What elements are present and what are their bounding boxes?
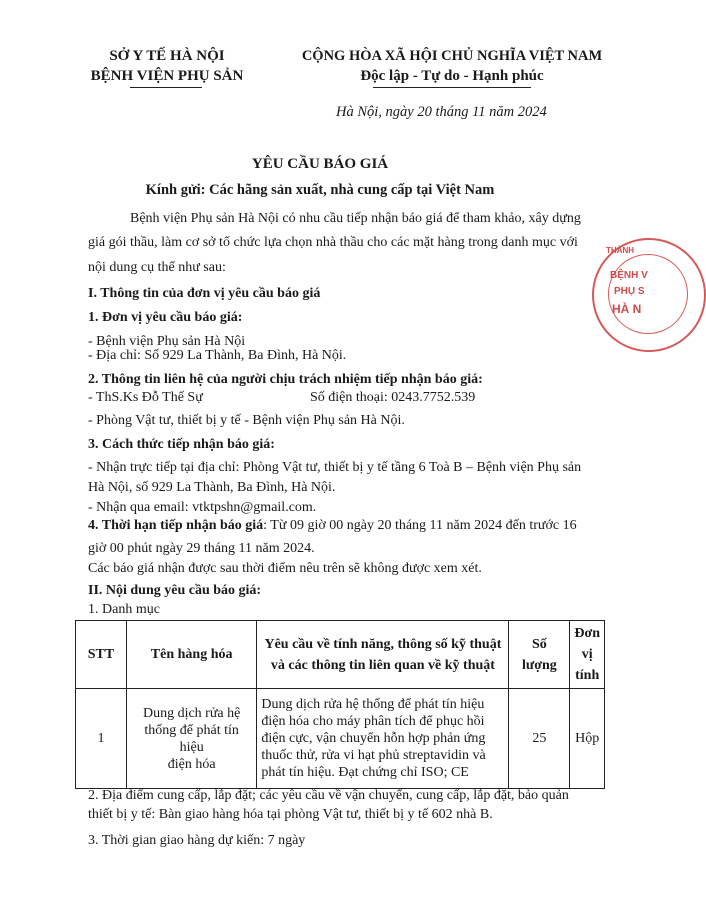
col-name: Tên hàng hóa (126, 621, 257, 689)
cell-unit: Hộp (570, 689, 605, 789)
sub3-heading: 3. Cách thức tiếp nhận báo giá: (88, 437, 275, 452)
cell-name (126, 689, 257, 789)
seal-text-top: THÀNH (606, 246, 634, 255)
cell-name-line: thống để phát tín hiệu (144, 722, 239, 755)
section2-heading: II. Nội dung yêu cầu báo giá: (88, 583, 262, 598)
sub3-line-3: - Nhận qua email: vtktpshn@gmail.com. (88, 500, 317, 515)
col-unit (570, 621, 605, 689)
cell-stt: 1 (76, 689, 127, 789)
sub3-line-1: - Nhận trực tiếp tại địa chỉ: Phòng Vật tư, thiết bị y tế tầng 6 Toà B – Bệnh viện Phụ sản (88, 460, 582, 475)
sub1-line-2: - Địa chỉ: Số 929 La Thành, Ba Đình, Hà Nội. (88, 348, 347, 363)
sub4-line-1 (88, 517, 577, 535)
col-qty (509, 621, 570, 689)
intro-line-2: giá gói thầu, làm cơ sở tổ chức lựa chọn nhà thầu cho các mặt hàng trong danh mục với (88, 235, 578, 250)
cell-spec-line: điện hóa cho máy phân tích để phục hồi (261, 714, 485, 729)
cell-spec-line: điện cực, vận chuyển hỗn hợp phản ứng (261, 731, 486, 746)
item2-line-2: thiết bị y tế: Bàn giao hàng hóa tại phòng Vật tư, thiết bị y tế 602 nhà B. (88, 807, 493, 822)
item2-line-1: 2. Địa điểm cung cấp, lắp đặt; các yêu cầu về vận chuyển, cung cấp, lắp đặt, bảo quản (88, 788, 569, 803)
col-unit-line-2: tính (575, 668, 600, 683)
date-line: Hà Nội, ngày 20 tháng 11 năm 2024 (336, 104, 547, 120)
seal-text-line2: PHỤ S (614, 286, 645, 297)
doc-title: YÊU CẦU BÁO GIÁ (251, 156, 389, 172)
intro-line-3: nội dung cụ thể như sau: (88, 260, 226, 275)
org-underline (130, 87, 202, 88)
nation-motto: Độc lập - Tự do - Hạnh phúc (360, 68, 544, 84)
cell-name-line: điện hóa (167, 756, 216, 772)
seal-text-line3: HÀ N (612, 302, 642, 316)
seal-text-line1: BỆNH V (610, 270, 648, 281)
list-title: 1. Danh mục (88, 602, 160, 617)
contact-phone: Số điện thoại: 0243.7752.539 (310, 390, 476, 405)
col-spec-line-1: Yêu cầu về tính năng, thông số kỹ thuật (264, 636, 502, 652)
sub4-rest: : Từ 09 giờ 00 ngày 20 tháng 11 năm 2024 đến trước 16 (263, 518, 577, 533)
col-qty-line-2: lượng (521, 657, 557, 673)
col-unit-line-1: Đơn vị (574, 626, 600, 662)
col-stt: STT (76, 621, 127, 689)
sub3-line-2: Hà Nội, số 929 La Thành, Ba Đình, Hà Nội. (88, 480, 336, 495)
cell-spec-line: phát tín hiệu. Đạt chứng chỉ ISO; CE (261, 765, 469, 780)
recipient-line: Kính gửi: Các hãng sản xuất, nhà cung cấp tại Việt Nam (145, 182, 495, 198)
intro-line-1: Bệnh viện Phụ sản Hà Nội có nhu cầu tiếp nhận báo giá để tham khảo, xây dựng (130, 211, 581, 226)
cell-name-line: Dung dịch rửa hệ (142, 705, 241, 721)
contact-dept: - Phòng Vật tư, thiết bị y tế - Bệnh viện Phụ sản Hà Nội. (88, 413, 405, 428)
table-header-row (76, 621, 605, 689)
col-spec-line-2: và các thông tin liên quan về kỹ thuật (270, 657, 495, 673)
motto-underline (373, 87, 531, 88)
cell-spec-line: Dung dịch rửa hệ thống để phát tín hiệu (261, 697, 485, 712)
org-name: BỆNH VIỆN PHỤ SẢN (90, 68, 244, 84)
sub4-note: Các báo giá nhận được sau thời điểm nêu trên sẽ không được xem xét. (88, 561, 482, 576)
section1-heading: I. Thông tin của đơn vị yêu cầu báo giá (88, 286, 321, 301)
table-row (76, 689, 605, 789)
sub1-line-1: - Bệnh viện Phụ sản Hà Nội (88, 334, 246, 349)
col-qty-line-1: Số (531, 636, 547, 652)
nation-title: CỘNG HÒA XÃ HỘI CHỦ NGHĨA VIỆT NAM (301, 48, 603, 64)
item3-line: 3. Thời gian giao hàng dự kiến: 7 ngày (88, 833, 306, 848)
org-parent: SỞ Y TẾ HÀ NỘI (109, 48, 225, 64)
official-seal (592, 238, 706, 352)
sub2-heading: 2. Thông tin liên hệ của người chịu trách nhiệm tiếp nhận báo giá: (88, 372, 483, 387)
contact-name: - ThS.Ks Đỗ Thế Sự (88, 390, 203, 405)
cell-spec (257, 689, 509, 789)
sub4-line-2: giờ 00 phút ngày 29 tháng 11 năm 2024. (88, 541, 315, 556)
col-spec (257, 621, 509, 689)
items-table (75, 620, 605, 789)
cell-spec-line: thuốc thử, rửa vi hạt phủ streptavidin và (261, 748, 486, 763)
cell-qty: 25 (509, 689, 570, 789)
sub1-heading: 1. Đơn vị yêu cầu báo giá: (88, 310, 243, 325)
sub4-heading: 4. Thời hạn tiếp nhận báo giá (88, 518, 264, 533)
